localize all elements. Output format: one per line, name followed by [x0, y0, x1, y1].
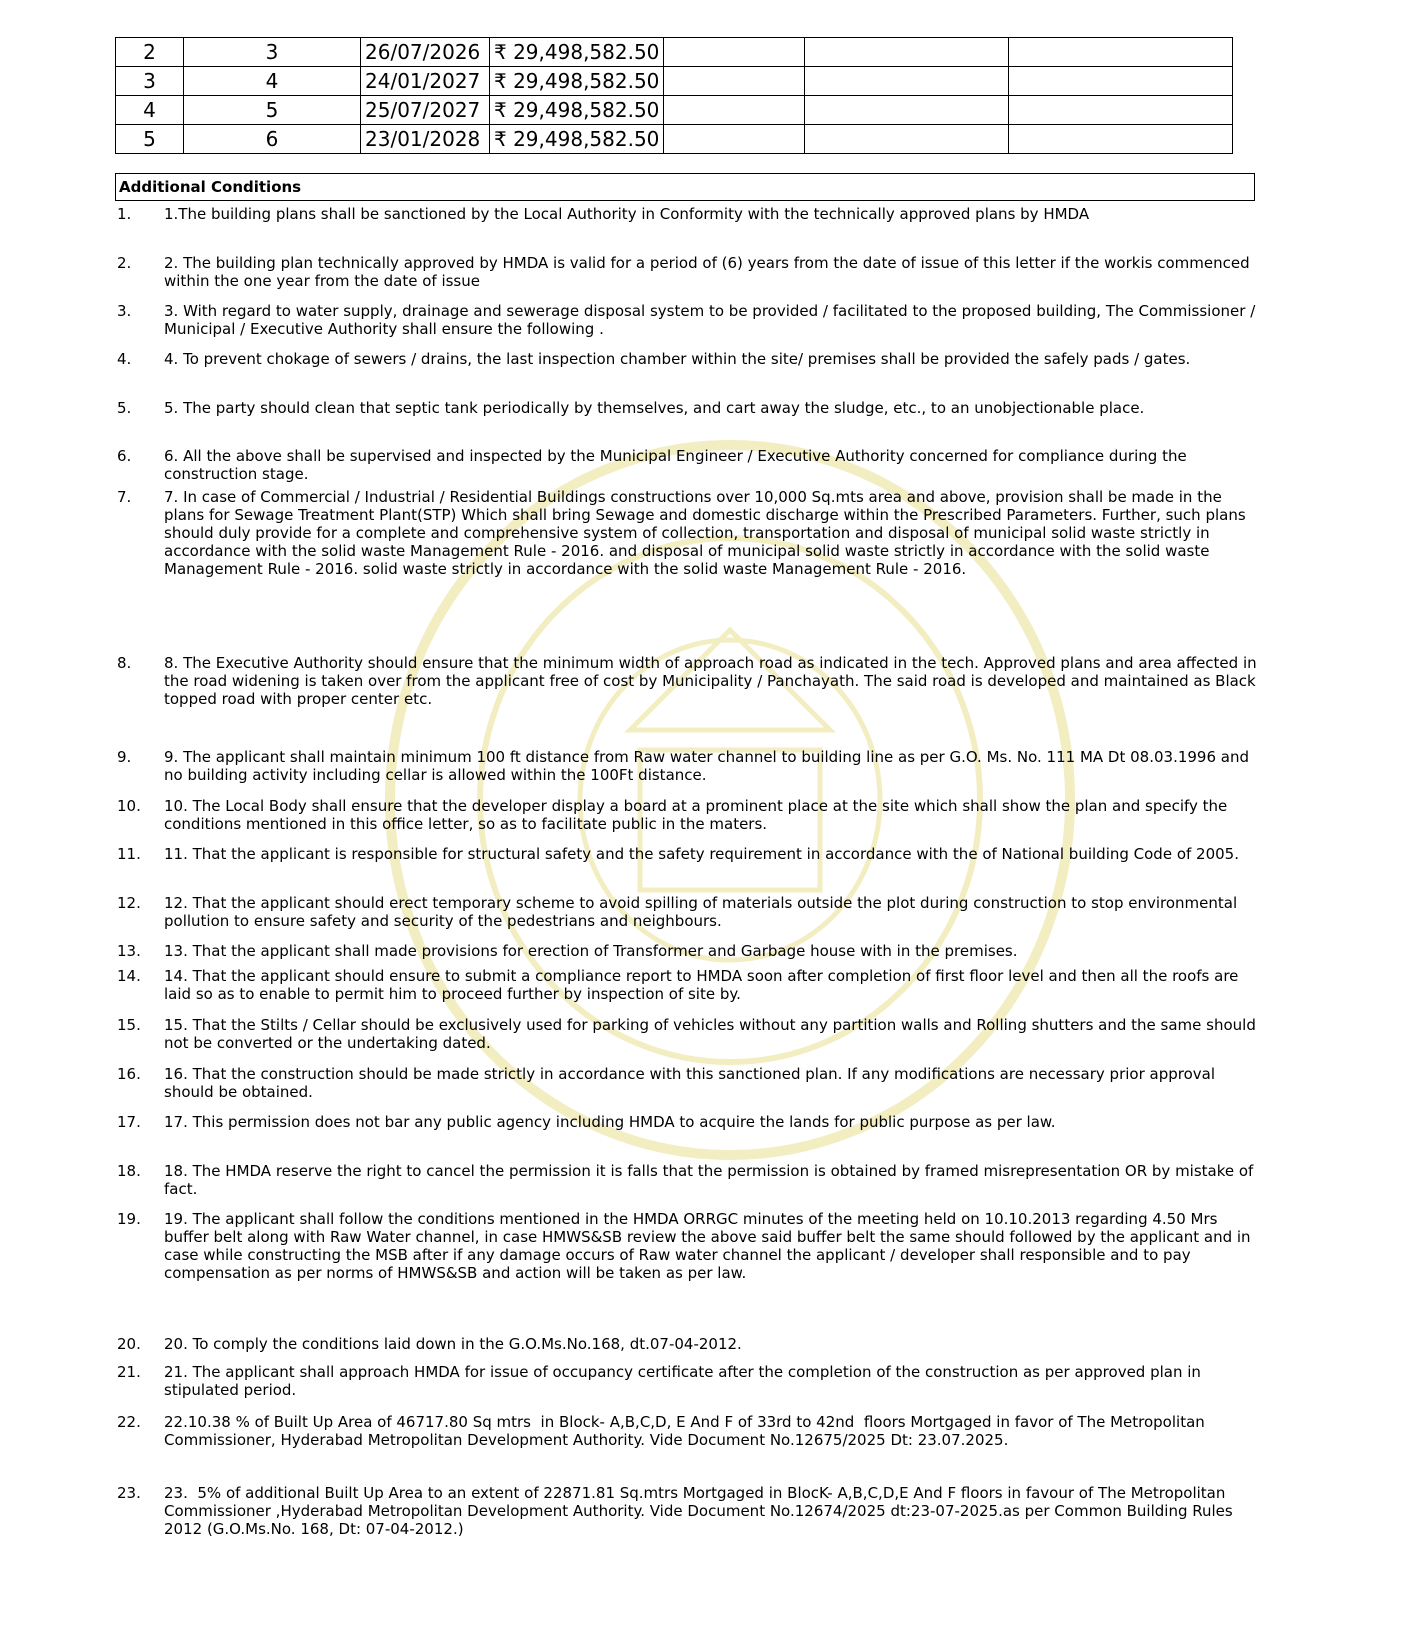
- additional-conditions-header: Additional Conditions: [115, 173, 1255, 201]
- condition-text: 4. To prevent chokage of sewers / drains, the last inspection chamber within the site/ premises shall be provided the safely pads / gates.: [164, 350, 1191, 368]
- cell-c7: [1009, 125, 1233, 154]
- condition-number: 10.: [117, 797, 141, 815]
- cell-c6: [805, 125, 1009, 154]
- condition-number: 19.: [117, 1210, 141, 1228]
- cell-amount: ₹ 29,498,582.50: [490, 96, 664, 125]
- condition-number: 23.: [117, 1484, 141, 1502]
- condition-number: 6.: [117, 447, 132, 465]
- table-row: [116, 67, 1233, 96]
- condition-text: 14. That the applicant should ensure to submit a compliance report to HMDA soon after completion of first floor level and then all the roofs are laid so as to enable to permit him to proceed further by inspection of site by.: [164, 967, 1239, 1003]
- cell-date: 24/01/2027: [361, 67, 490, 96]
- cell-c6: [805, 67, 1009, 96]
- condition-text: 9. The applicant shall maintain minimum 100 ft distance from Raw water channel to building line as per G.O. Ms. No. 111 MA Dt 08.03.1996 and no building activity including cellar is allowed within the 100Ft distance.: [164, 748, 1249, 784]
- cell-date: 23/01/2028: [361, 125, 490, 154]
- condition-number: 22.: [117, 1413, 141, 1431]
- table-row: [116, 96, 1233, 125]
- cell-c7: [1009, 67, 1233, 96]
- cell-c6: [805, 96, 1009, 125]
- condition-number: 1.: [117, 205, 132, 223]
- condition-text: 11. That the applicant is responsible for structural safety and the safety requirement in accordance with the of National building Code of 2005.: [164, 845, 1239, 863]
- table-row: [116, 38, 1233, 67]
- cell-c7: [1009, 96, 1233, 125]
- cell-amount: ₹ 29,498,582.50: [490, 67, 664, 96]
- condition-number: 18.: [117, 1162, 141, 1180]
- cell-sno: 2: [116, 38, 184, 67]
- cell-amount: ₹ 29,498,582.50: [490, 38, 664, 67]
- cell-c6: [805, 38, 1009, 67]
- cell-sno: 3: [116, 67, 184, 96]
- condition-number: 9.: [117, 748, 132, 766]
- condition-text: 23. 5% of additional Built Up Area to an extent of 22871.81 Sq.mtrs Mortgaged in BlocK- A,B,C,D,E And F floors in favour of The Metropolitan Commissioner ,Hyderabad Metropolitan Development Authority. Vide Document No.12674/2025 dt:23-07-2025.as per Common Building Rules 2012 (G.O.Ms.No. 168, Dt: 07-04-2012.): [164, 1484, 1233, 1538]
- page-bottom-margin: [0, 1568, 1413, 1650]
- installment-table: [115, 37, 1233, 154]
- table-row: [116, 125, 1233, 154]
- condition-text: 3. With regard to water supply, drainage and sewerage disposal system to be provided / facilitated to the proposed building, The Commissioner / Municipal / Executive Authority shall ensure the following .: [164, 302, 1256, 338]
- cell-sno: 4: [116, 96, 184, 125]
- condition-text: 7. In case of Commercial / Industrial / Residential Buildings constructions over 10,000 Sq.mts area and above, provision shall be made in the plans for Sewage Treatment Plant(STP) Which shall bring Sewage and domestic discharge within the Prescribed Parameters. Further, such plans should duly provide for a complete and comprehensive system of collection, transportation and disposal of municipal solid waste strictly in accordance with the solid waste Management Rule - 2016. and disposal of municipal solid waste strictly in accordance with the solid waste Management Rule - 2016. solid waste strictly in accordance with the solid waste Management Rule - 2016.: [164, 488, 1246, 578]
- cell-amount: ₹ 29,498,582.50: [490, 125, 664, 154]
- condition-number: 16.: [117, 1065, 141, 1083]
- condition-number: 20.: [117, 1335, 141, 1353]
- condition-number: 17.: [117, 1113, 141, 1131]
- condition-number: 4.: [117, 350, 132, 368]
- condition-text: 1.The building plans shall be sanctioned by the Local Authority in Conformity with the technically approved plans by HMDA: [164, 205, 1090, 223]
- cell-sno: 5: [116, 125, 184, 154]
- condition-text: 6. All the above shall be supervised and inspected by the Municipal Engineer / Executive Authority concerned for compliance during the construction stage.: [164, 447, 1187, 483]
- condition-number: 13.: [117, 942, 141, 960]
- condition-text: 2. The building plan technically approved by HMDA is valid for a period of (6) years from the date of issue of this letter if the workis commenced within the one year from the date of issue: [164, 254, 1250, 290]
- cell-c5: [664, 96, 805, 125]
- condition-number: 8.: [117, 654, 132, 672]
- cell-date: 25/07/2027: [361, 96, 490, 125]
- cell-c5: [664, 125, 805, 154]
- condition-text: 13. That the applicant shall made provisions for erection of Transformer and Garbage house with in the premises.: [164, 942, 1018, 960]
- condition-text: 18. The HMDA reserve the right to cancel the permission it is falls that the permission is obtained by framed misrepresentation OR by mistake of fact.: [164, 1162, 1254, 1198]
- condition-number: 3.: [117, 302, 132, 320]
- condition-text: 16. That the construction should be made strictly in accordance with this sanctioned plan. If any modifications are necessary prior approval should be obtained.: [164, 1065, 1216, 1101]
- condition-text: 15. That the Stilts / Cellar should be exclusively used for parking of vehicles without any partition walls and Rolling shutters and the same should not be converted or the undertaking dated.: [164, 1016, 1256, 1052]
- cell-c7: [1009, 38, 1233, 67]
- cell-installment: 3: [184, 38, 361, 67]
- condition-text: 21. The applicant shall approach HMDA for issue of occupancy certificate after the completion of the construction as per approved plan in stipulated period.: [164, 1363, 1201, 1399]
- condition-text: 10. The Local Body shall ensure that the developer display a board at a prominent place at the site which shall show the plan and specify the conditions mentioned in this office letter, so as to facilitate public in the maters.: [164, 797, 1228, 833]
- condition-number: 21.: [117, 1363, 141, 1381]
- condition-text: 12. That the applicant should erect temporary scheme to avoid spilling of materials outside the plot during construction to stop environmental pollution to ensure safety and security of the pedestrians and neighbours.: [164, 894, 1238, 930]
- condition-number: 5.: [117, 399, 132, 417]
- condition-text: 19. The applicant shall follow the conditions mentioned in the HMDA ORRGC minutes of the meeting held on 10.10.2013 regarding 4.50 Mrs buffer belt along with Raw Water channel, in case HMWS&SB review the above said buffer belt the same should followed by the applicant and in case while constructing the MSB after if any damage occurs of Raw water channel the applicant / developer shall responsible and to pay compensation as per norms of HMWS&SB and action will be taken as per law.: [164, 1210, 1251, 1282]
- condition-text: 22.10.38 % of Built Up Area of 46717.80 Sq mtrs in Block- A,B,C,D, E And F of 33rd to 42nd floors Mortgaged in favor of The Metropolitan Commissioner, Hyderabad Metropolitan Development Authority. Vide Document No.12675/2025 Dt: 23.07.2025.: [164, 1413, 1205, 1449]
- condition-text: 5. The party should clean that septic tank periodically by themselves, and cart away the sludge, etc., to an unobjectionable place.: [164, 399, 1145, 417]
- condition-number: 7.: [117, 488, 132, 506]
- condition-text: 8. The Executive Authority should ensure that the minimum width of approach road as indicated in the tech. Approved plans and area affected in the road widening is taken over from the applicant free of cost by Municipality / Panchayath. The said road is developed and maintained as Black topped road with proper center etc.: [164, 654, 1257, 708]
- condition-text: 17. This permission does not bar any public agency including HMDA to acquire the lands for public purpose as per law.: [164, 1113, 1056, 1131]
- condition-number: 2.: [117, 254, 132, 272]
- cell-installment: 6: [184, 125, 361, 154]
- cell-c5: [664, 38, 805, 67]
- condition-number: 15.: [117, 1016, 141, 1034]
- cell-c5: [664, 67, 805, 96]
- condition-number: 11.: [117, 845, 141, 863]
- cell-installment: 4: [184, 67, 361, 96]
- condition-text: 20. To comply the conditions laid down in the G.O.Ms.No.168, dt.07-04-2012.: [164, 1335, 742, 1353]
- condition-number: 12.: [117, 894, 141, 912]
- cell-installment: 5: [184, 96, 361, 125]
- condition-number: 14.: [117, 967, 141, 985]
- cell-date: 26/07/2026: [361, 38, 490, 67]
